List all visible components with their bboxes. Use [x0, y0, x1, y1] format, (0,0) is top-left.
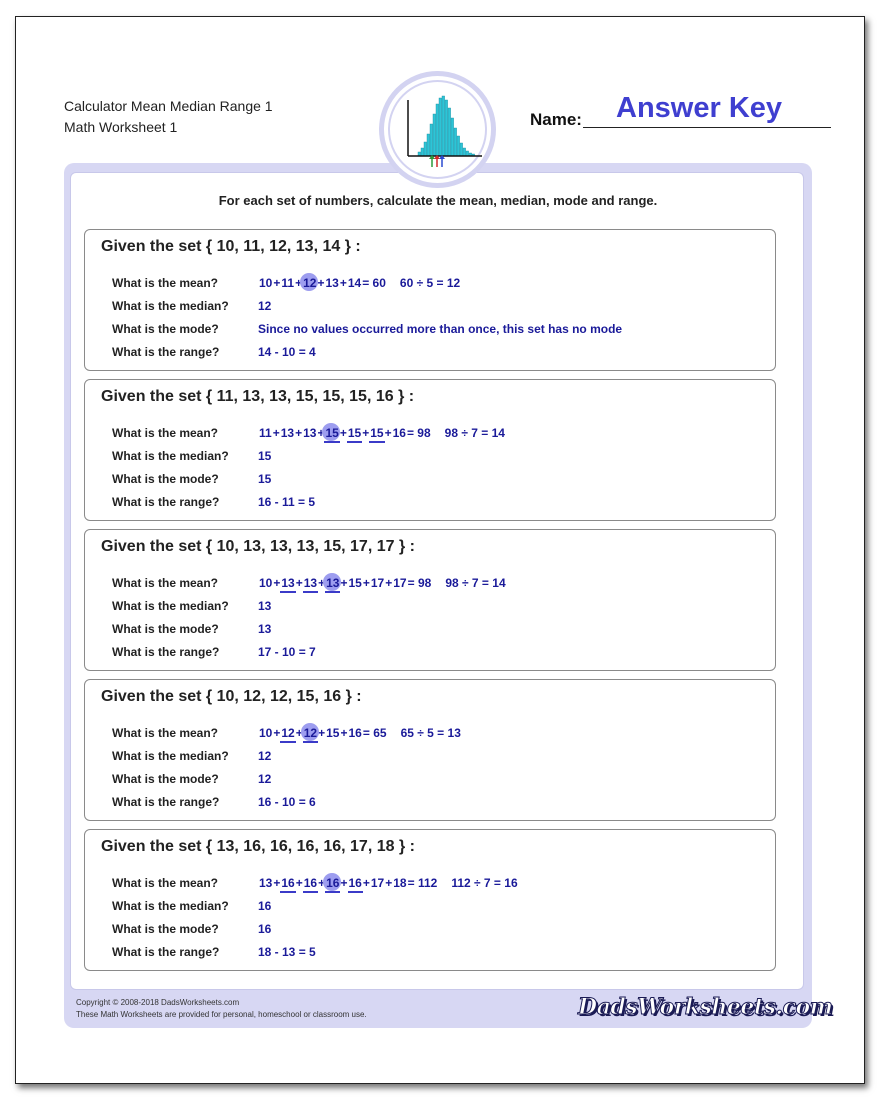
median-question: What is the median?	[112, 599, 229, 613]
range-question: What is the range?	[112, 345, 220, 359]
range-answer: 17 - 10 = 7	[258, 645, 316, 659]
histogram-bar	[460, 143, 463, 156]
sum-term: 16	[392, 426, 406, 440]
title-line-2: Math Worksheet 1	[64, 119, 178, 135]
median-answer: 12	[258, 299, 272, 313]
problem-card	[84, 829, 776, 971]
median-question: What is the median?	[112, 899, 229, 913]
median-answer: 15	[258, 449, 272, 463]
mean-division: 98 ÷ 7 = 14	[444, 426, 505, 440]
sum-term: 13	[280, 426, 295, 440]
plus-sign: +	[273, 276, 281, 290]
sum-term: 13	[303, 426, 317, 440]
plus-sign: +	[339, 276, 347, 290]
plus-sign: +	[295, 876, 303, 890]
answer-key-label: Answer Key	[616, 92, 783, 124]
range-question: What is the range?	[112, 645, 220, 659]
sum-term: 12	[303, 726, 318, 743]
mean-answer	[258, 576, 506, 593]
mean-question: What is the mean?	[112, 276, 219, 290]
range-question: What is the range?	[112, 945, 220, 959]
median-question: What is the median?	[112, 299, 229, 313]
sum-term: 16	[348, 876, 363, 893]
problem-card	[84, 229, 776, 371]
histogram-bar	[454, 128, 457, 156]
mean-division: 98 ÷ 7 = 14	[445, 576, 506, 590]
median-question: What is the median?	[112, 749, 229, 763]
sum-total: = 98	[406, 426, 431, 440]
plus-sign: +	[317, 426, 325, 440]
median-question: What is the median?	[112, 449, 229, 463]
problem-title: Given the set { 10, 12, 12, 15, 16 } :	[101, 688, 362, 705]
title-line-1: Calculator Mean Median Range 1	[64, 98, 273, 114]
sum-term: 15	[347, 426, 362, 443]
sum-term: 10	[259, 576, 273, 590]
bell-curve-histogram-icon	[379, 71, 496, 188]
sum-term: 13	[259, 876, 273, 890]
sum-term: 15	[324, 426, 339, 443]
sum-term: 11	[259, 426, 272, 440]
usage-note: These Math Worksheets are provided for personal, homeschool or classroom use.	[76, 1010, 367, 1019]
brand-logo: DadsWorksheets.com	[578, 994, 833, 1020]
problem-card	[84, 679, 776, 821]
name-underline	[583, 127, 831, 128]
sum-term: 13	[303, 576, 318, 593]
plus-sign: +	[295, 726, 303, 740]
mean-answer	[258, 276, 460, 290]
mean-answer	[258, 876, 518, 893]
plus-sign: +	[340, 726, 348, 740]
name-field	[530, 92, 830, 130]
instructions: For each set of numbers, calculate the mean, median, mode and range.	[218, 193, 658, 208]
histogram-bar	[463, 148, 466, 156]
mode-question: What is the mode?	[112, 922, 219, 936]
sum-term: 13	[280, 576, 295, 593]
mean-answer	[258, 726, 461, 743]
mean-question: What is the mean?	[112, 726, 219, 740]
sum-term: 16	[280, 876, 295, 893]
histogram-bar	[421, 148, 424, 156]
sum-term: 13	[325, 576, 340, 593]
sum-term: 14	[347, 276, 362, 290]
plus-sign: +	[317, 276, 325, 290]
logo-ring	[388, 80, 487, 179]
median-answer: 16	[258, 899, 272, 913]
plus-sign: +	[273, 726, 281, 740]
histogram-bar	[436, 104, 439, 156]
plus-sign: +	[272, 426, 280, 440]
mean-division: 112 ÷ 7 = 16	[451, 876, 518, 890]
plus-sign: +	[340, 576, 348, 590]
plus-sign: +	[362, 426, 370, 440]
range-question: What is the range?	[112, 795, 220, 809]
problem-title: Given the set { 11, 13, 13, 15, 15, 15, 16 } :	[101, 388, 415, 405]
sum-term: 18	[393, 876, 407, 890]
sum-term: 16	[325, 876, 340, 893]
range-answer: 16 - 11 = 5	[258, 495, 316, 509]
mean-division: 65 ÷ 5 = 13	[400, 726, 461, 740]
sum-term: 12	[280, 726, 295, 743]
mode-answer: 16	[258, 922, 272, 936]
median-answer: 12	[258, 749, 272, 763]
sum-total: = 65	[362, 726, 387, 740]
plus-sign: +	[295, 576, 303, 590]
problem-card	[84, 379, 776, 521]
mode-answer: 12	[258, 772, 272, 786]
plus-sign: +	[362, 576, 370, 590]
histogram-bar	[448, 108, 451, 156]
sum-term: 15	[326, 726, 340, 740]
plus-sign: +	[385, 876, 393, 890]
plus-sign: +	[295, 426, 303, 440]
mean-question: What is the mean?	[112, 426, 219, 440]
range-answer: 16 - 10 = 6	[258, 795, 316, 809]
plus-sign: +	[318, 726, 326, 740]
plus-sign: +	[385, 576, 393, 590]
footer-copyright	[76, 997, 367, 1021]
sum-total: = 60	[362, 276, 386, 290]
problem-card	[84, 529, 776, 671]
mean-answer	[258, 426, 505, 443]
mode-question: What is the mode?	[112, 622, 219, 636]
worksheet-title	[64, 96, 273, 138]
histogram-bar	[439, 98, 442, 156]
copyright-text: Copyright © 2008-2018 DadsWorksheets.com	[76, 998, 240, 1007]
plus-sign: +	[318, 576, 326, 590]
mean-question: What is the mean?	[112, 576, 219, 590]
mode-answer: 15	[258, 472, 272, 486]
sum-term: 13	[325, 276, 339, 290]
histogram-graphic	[390, 82, 485, 177]
histogram-bar	[457, 136, 460, 156]
mode-question: What is the mode?	[112, 472, 219, 486]
plus-sign: +	[384, 426, 392, 440]
plus-sign: +	[273, 876, 281, 890]
sum-term: 17	[370, 576, 385, 590]
mode-question: What is the mode?	[112, 772, 219, 786]
mode-question: What is the mode?	[112, 322, 219, 336]
plus-sign: +	[318, 876, 326, 890]
sum-total: = 112	[407, 876, 438, 890]
mean-division: 60 ÷ 5 = 12	[399, 276, 461, 290]
sum-term: 16	[303, 876, 318, 893]
range-answer: 18 - 13 = 5	[258, 945, 316, 959]
problem-title: Given the set { 10, 13, 13, 13, 15, 17, 17 } :	[101, 538, 415, 555]
sum-term: 17	[393, 576, 407, 590]
sum-term: 15	[369, 426, 384, 443]
plus-sign: +	[362, 876, 370, 890]
mean-question: What is the mean?	[112, 876, 219, 890]
name-label: Name:	[530, 110, 582, 129]
plus-sign: +	[273, 576, 281, 590]
histogram-bar	[445, 100, 448, 156]
histogram-bar	[427, 134, 430, 156]
plus-sign: +	[339, 426, 347, 440]
sum-term: 10	[259, 726, 273, 740]
sum-term: 15	[348, 576, 362, 590]
range-question: What is the range?	[112, 495, 220, 509]
problem-title: Given the set { 10, 11, 12, 13, 14 } :	[101, 238, 361, 255]
sum-term: 16	[348, 726, 362, 740]
median-answer: 13	[258, 599, 272, 613]
sum-total: = 98	[407, 576, 432, 590]
sum-term: 17	[370, 876, 385, 890]
plus-sign: +	[340, 876, 348, 890]
sum-term: 11	[281, 276, 295, 290]
mode-answer: Since no values occurred more than once, this set has no mode	[258, 322, 623, 336]
histogram-bar	[451, 118, 454, 156]
sum-term: 12	[303, 276, 317, 290]
problem-title: Given the set { 13, 16, 16, 16, 16, 17, 18 } :	[101, 838, 415, 855]
histogram-bar	[430, 124, 433, 156]
mode-answer: 13	[258, 622, 272, 636]
plus-sign: +	[295, 276, 303, 290]
histogram-bar	[442, 96, 445, 156]
sum-term: 10	[259, 276, 273, 290]
range-answer: 14 - 10 = 4	[258, 345, 316, 359]
histogram-bar	[433, 114, 436, 156]
histogram-bar	[424, 142, 427, 156]
